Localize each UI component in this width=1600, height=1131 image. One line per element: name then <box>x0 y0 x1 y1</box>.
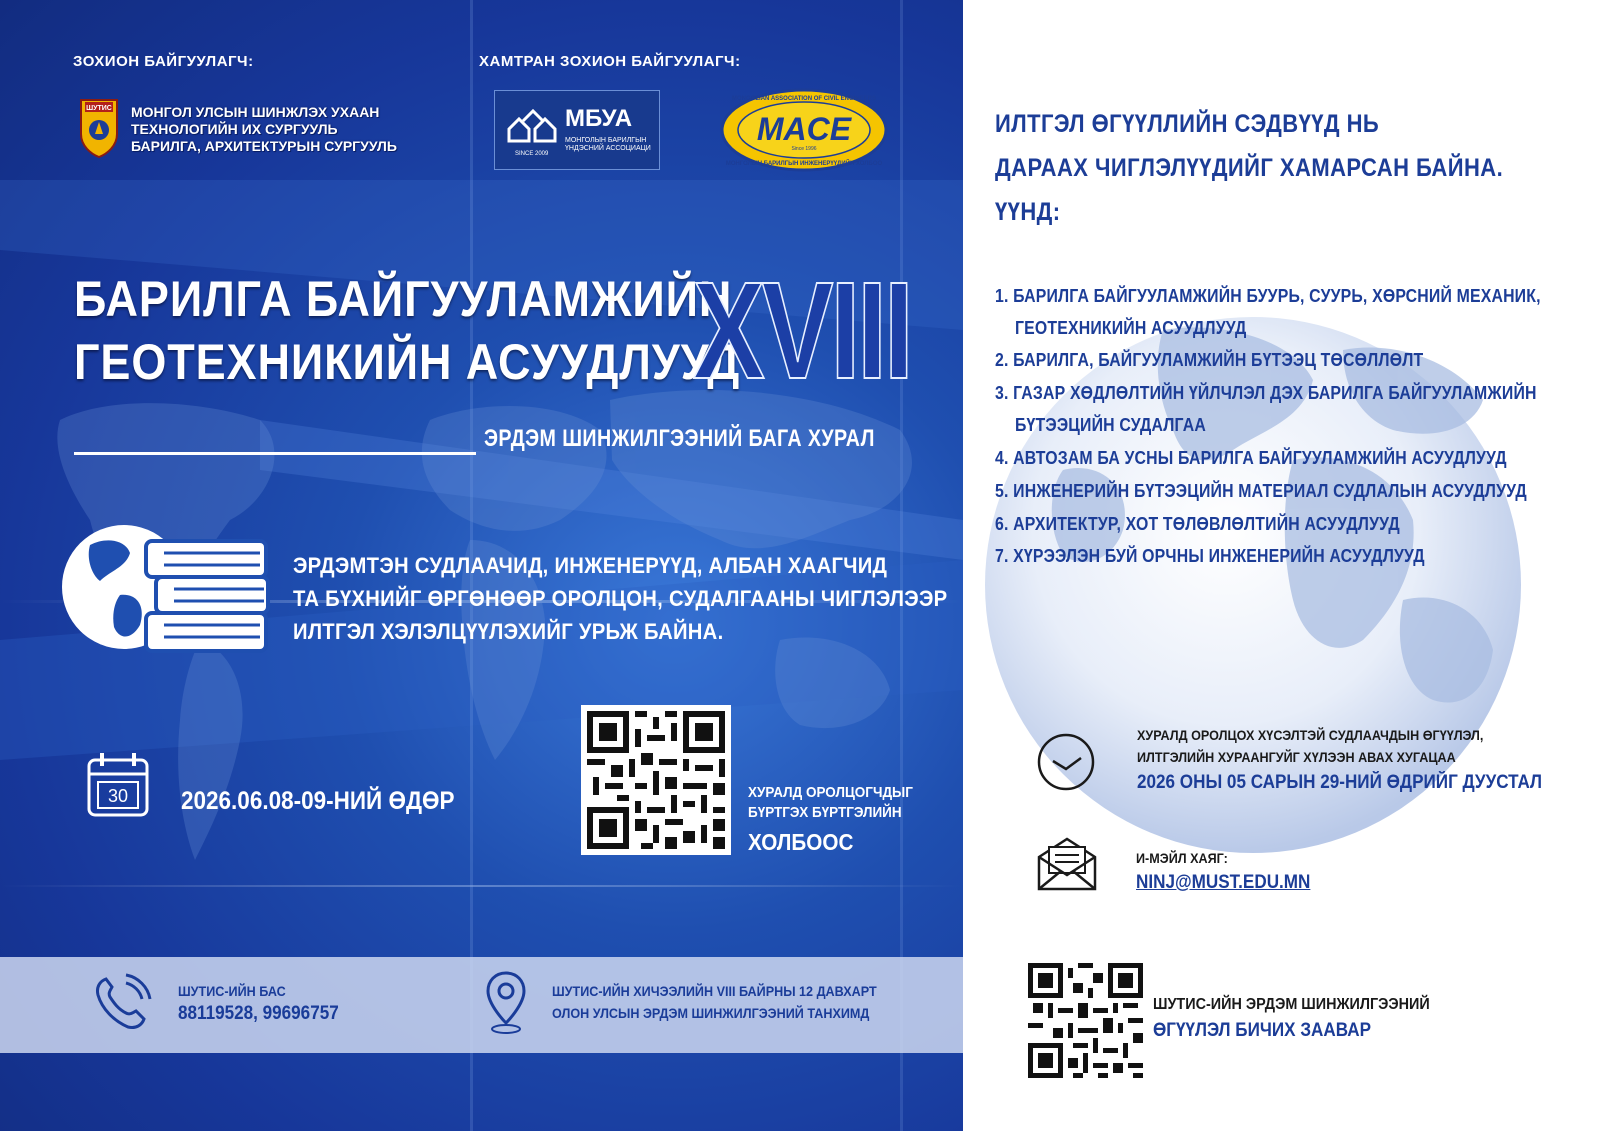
registration-line-2: БҮРТГЭХ БҮРТГЭЛИЙН <box>748 804 902 821</box>
phone-label: ШУТИС-ИЙН БАС <box>178 983 286 999</box>
topic-3: 3. ГАЗАР ХӨДЛӨЛТИЙН ҮЙЛЧЛЭЛ ДЭХ БАРИЛГА БАЙГУУЛАМЖИЙН <box>995 383 1537 403</box>
email-label: И-МЭЙЛ ХАЯГ: <box>1136 850 1228 866</box>
edition-roman-numeral: XVIII <box>693 254 911 408</box>
mace-ring-top: MONGOLIAN ASSOCIATION OF CIVIL ENGINEERS <box>732 96 876 102</box>
topic-5: 5. ИНЖЕНЕРИЙН БҮТЭЭЦИЙН МАТЕРИАЛ СУДЛАЛЫН АСУУДЛУУД <box>995 481 1527 501</box>
calendar-day: 30 <box>107 786 129 806</box>
registration-qr-code[interactable] <box>581 705 731 855</box>
footer-bar <box>0 957 963 1053</box>
topics-heading-line-1: ИЛТГЭЛ ӨГҮҮЛЛИЙН СЭДВҮҮД НЬ <box>995 110 1380 138</box>
organizer-name-line-2: ТЕХНОЛОГИЙН ИХ СУРГУУЛЬ <box>131 121 338 137</box>
clock-icon <box>1035 731 1097 793</box>
right-panel <box>963 0 1600 1131</box>
subtitle: ЭРДЭМ ШИНЖИЛГЭЭНИЙ БАГА ХУРАЛ <box>484 425 875 452</box>
topic-1: 1. БАРИЛГА БАЙГУУЛАМЖИЙН БУУРЬ, СУУРЬ, ХӨРСНИЙ МЕХАНИК, <box>995 286 1541 306</box>
deadline-date: 2026 ОНЫ 05 САРЫН 29-НИЙ ӨДРИЙГ ДУУСТАЛ <box>1137 772 1543 793</box>
registration-link[interactable]: ХОЛБООС <box>748 829 854 855</box>
mbya-title: МБУА <box>565 105 633 132</box>
registration-line-1: ХУРАЛД ОРОЛЦОГЧДЫГ <box>748 784 913 801</box>
topics-heading-line-3: ҮҮНД: <box>995 198 1061 226</box>
topic-3-continued: БҮТЭЭЦИЙН СУДАЛГАА <box>1015 415 1206 435</box>
guide-qr-code[interactable] <box>1023 958 1148 1083</box>
mace-title: MACE <box>756 111 852 147</box>
co-organizer-label: ХАМТРАН ЗОХИОН БАЙГУУЛАГЧ: <box>479 53 741 70</box>
envelope-icon <box>1035 835 1099 893</box>
organizer-name-line-1: МОНГОЛ УЛСЫН ШИНЖЛЭХ УХААН <box>131 104 380 120</box>
mace-since: Since 1996 <box>791 146 817 152</box>
location-pin-icon <box>484 969 528 1035</box>
guide-line-1: ШУТИС-ИЙН ЭРДЭМ ШИНЖИЛГЭЭНИЙ <box>1153 996 1430 1013</box>
globe-books-icon <box>60 515 272 665</box>
title-line-2: ГЕОТЕХНИКИЙН АСУУДЛУУД <box>74 334 741 390</box>
subtitle-rule <box>74 452 476 455</box>
phone-numbers[interactable]: 88119528, 99696757 <box>178 1003 339 1024</box>
deadline-line-1: ХУРАЛД ОРОЛЦОХ ХҮСЭЛТЭЙ СУДЛААЧДЫН ӨГҮҮЛЭЛ, <box>1137 727 1484 743</box>
location-line-2: ОЛОН УЛСЫН ЭРДЭМ ШИНЖИЛГЭЭНИЙ ТАНХИМД <box>552 1005 870 1021</box>
invitation-text <box>293 549 947 648</box>
topic-6: 6. АРХИТЕКТУР, ХОТ ТӨЛӨВЛӨЛТИЙН АСУУДЛУУД <box>995 514 1400 534</box>
topic-7: 7. ХҮРЭЭЛЭН БУЙ ОРЧНЫ ИНЖЕНЕРИЙН АСУУДЛУУД <box>995 546 1425 566</box>
invitation-line-2: ТА БҮХНИЙГ ӨРГӨНӨӨР ОРОЛЦОН, СУДАЛГААНЫ ЧИГЛЭЛЭЭР <box>293 586 948 611</box>
organizer-name <box>131 104 397 155</box>
topics-heading-line-2: ДАРААХ ЧИГЛЭЛҮҮДИЙГ ХАМАРСАН БАЙНА. <box>995 154 1504 182</box>
must-logo <box>79 94 119 158</box>
mbya-house-icon <box>505 109 559 145</box>
topic-4: 4. АВТОЗАМ БА УСНЫ БАРИЛГА БАЙГУУЛАМЖИЙН АСУУДЛУУД <box>995 448 1507 468</box>
mbya-since: SINCE 2009 <box>515 151 549 157</box>
must-logo-badge-text: ШУТИС <box>86 105 112 112</box>
title-line-1: БАРИЛГА БАЙГУУЛАМЖИЙН <box>74 271 733 327</box>
invitation-line-3: ИЛТГЭЛ ХЭЛЭЛЦҮҮЛЭХИЙГ УРЬЖ БАЙНА. <box>293 619 724 644</box>
organizer-label: ЗОХИОН БАЙГУУЛАГЧ: <box>73 53 254 70</box>
phone-icon <box>92 973 152 1033</box>
deadline-line-2: ИЛТГЭЛИЙН ХУРААНГУЙГ ХҮЛЭЭН АВАХ ХУГАЦАА <box>1137 749 1456 765</box>
topic-1-continued: ГЕОТЕХНИКИЙН АСУУДЛУУД <box>1015 318 1247 338</box>
organizer-name-line-3: БАРИЛГА, АРХИТЕКТУРЫН СУРГУУЛЬ <box>131 138 397 154</box>
location-line-1: ШУТИС-ИЙН ХИЧЭЭЛИЙН VIII БАЙРНЫ 12 ДАВХАРТ <box>552 983 877 999</box>
topic-2: 2. БАРИЛГА, БАЙГУУЛАМЖИЙН БҮТЭЭЦ ТӨСӨЛЛӨЛТ <box>995 350 1424 370</box>
conference-date: 2026.06.08-09-НИЙ ӨДӨР <box>181 787 455 815</box>
email-address-link[interactable]: NINJ@MUST.EDU.MN <box>1136 872 1311 893</box>
mbya-logo <box>494 90 660 170</box>
registration-text <box>748 783 913 823</box>
mbya-subtitle: МОНГОЛЫН БАРИЛГЫН ҮНДЭСНИЙ АССОЦИАЦИ <box>565 137 651 152</box>
calendar-icon <box>86 750 150 818</box>
mace-ring-bottom: МОНГОЛЫН БАРИЛГЫН ИНЖЕНЕРҮҮДИЙН ХОЛБОО <box>725 161 883 167</box>
mace-logo <box>720 88 888 172</box>
invitation-line-1: ЭРДЭМТЭН СУДЛААЧИД, ИНЖЕНЕРҮҮД, АЛБАН ХААГЧИД <box>293 553 888 578</box>
guide-line-2[interactable]: ӨГҮҮЛЭЛ БИЧИХ ЗААВАР <box>1153 1020 1371 1041</box>
